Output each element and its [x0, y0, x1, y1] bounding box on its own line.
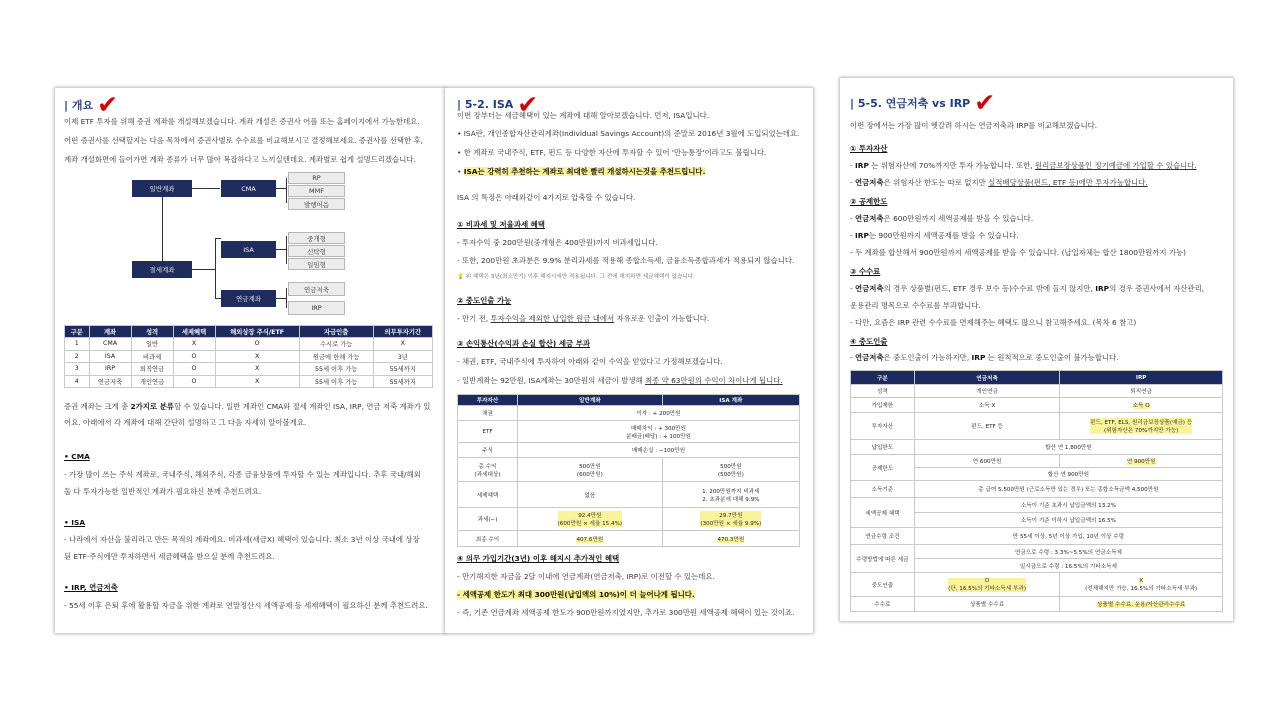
table-cell: 연 600만원: [914, 455, 1060, 468]
table-cell: 세액공제 혜택: [851, 498, 915, 528]
checkmark-icon: ✔: [974, 88, 996, 117]
table-cell: 일시금으로 수령 : 16.5%의 기타소득세: [914, 559, 1222, 573]
features-text: ISA 의 특징은 아래와같이 4가지로 압축할 수 있습니다.: [457, 193, 636, 202]
table-cell: X: [215, 350, 299, 363]
table-row: [65, 350, 433, 363]
section-4-heading: ④ 의무 가입기간(3년) 이후 해지시 추가적인 혜택: [457, 554, 620, 563]
table-cell: 55세 이후 가능: [299, 363, 373, 376]
table-header: 구분: [851, 371, 915, 385]
table-header: 계좌: [89, 326, 131, 338]
table-cell: 채권: [458, 406, 518, 421]
table-cell: 중도인출: [851, 573, 915, 597]
irp-desc: - 55세 이후 은퇴 후에 활용할 자금을 위한 계좌로 연말정산시 세액공제 등 세제혜택이 필요하신 분께 추천드려요.: [64, 601, 428, 610]
section-1-line-b: - 또한, 200만원 초과분은 9.9% 분리과세를 적용해 종합소득세, 금융소득종합과세가 적용되지 않습니다.: [457, 256, 795, 265]
document-page-overview: [55, 88, 445, 633]
table-header: 해외상장 주식/ETF: [215, 326, 299, 338]
table-cell: O: [173, 350, 215, 363]
bullet-3: • ISA는 강력히 추천하는 계좌로 최대한 빨리 개설하시는것을 추천드립니다.: [457, 167, 706, 176]
table-cell: X (전체해지만 가능, 16.5%의 기타소득세 부과): [1060, 573, 1223, 597]
table-cell: 퇴직연금: [1060, 385, 1223, 398]
table-header: 연금저축: [914, 371, 1060, 385]
section-1-heading: ① 비과세 및 저율과세 혜택: [457, 220, 545, 229]
table-row: [458, 482, 800, 508]
table-cell: 총 급여 5,500만원 (근로소득만 있는 경우) 또는 종합소득금액 4,500만원: [914, 481, 1222, 498]
intro-text: 이번 장에서는 가장 많이 헷갈려 하시는 연금저축과 IRP를 비교해보겠습니다.: [850, 121, 1098, 130]
section-2-heading: ② 공제한도: [850, 197, 888, 206]
isa-desc-2: 된 ETF·주식에만 투자하면서 세금혜택을 받으실 분께 추천드려요.: [64, 552, 275, 561]
pension-savings-box: 연금저축: [288, 282, 345, 296]
table-cell: 3년: [373, 350, 432, 363]
table-cell: X: [215, 363, 299, 376]
table-cell: 500만원 (500만원): [662, 458, 799, 482]
table-cell: 1: [65, 338, 90, 351]
section-3-line-a2: 운용관리 명목으로 수수료를 부과합니다.: [850, 301, 981, 310]
section-3-line-b: - 일반계좌는 92만원, ISA계좌는 30만원의 세금이 발생해 최종 약 63만원의 수익이 차이나게 됩니다.: [457, 376, 783, 385]
table-header: 세제혜택: [173, 326, 215, 338]
section-title: | 5-2. ISA ✔: [457, 90, 539, 119]
intro-line-2: 어떤 증권사를 선택할지는 다음 목차에서 증권사별로 수수료를 비교해보시고 결정해보세요. 증권사를 선택한 후,: [64, 136, 423, 145]
table-cell: 납입한도: [851, 440, 915, 455]
table-cell: 55세까지: [373, 375, 432, 388]
cma-box: CMA: [221, 180, 276, 197]
table-cell: 공제한도: [851, 455, 915, 481]
document-page-isa: [445, 88, 813, 633]
isa-tax-table: [457, 394, 800, 547]
table-row: [851, 498, 1223, 513]
table-header: 구분: [65, 326, 90, 338]
table-cell: 일반: [131, 338, 173, 351]
issue-note-box: 발행어음: [288, 198, 345, 210]
table-header: 의무투자기간: [373, 326, 432, 338]
table-cell: 만 55세 이상, 5년 이상 가입, 10년 이상 수령: [914, 528, 1222, 545]
bullet-1: • ISA란, 개인종합자산관리계좌(Individual Savings Account)의 준말로 2016년 3월에 도입되었는데요.: [457, 129, 800, 138]
section-3-line-a: - 채권, ETF, 국내주식에 투자하여 아래와 같이 수익을 얻었다고 가정해보겠습니다.: [457, 357, 723, 366]
table-cell: X: [373, 338, 432, 351]
table-cell: 상품별 수수료: [914, 597, 1060, 612]
section-4-line-a: - 만기해지한 자금을 2달 이내에 연금계좌(연금저축, IRP)로 이전할 수 있는데요.: [457, 572, 715, 581]
intro-line-1: 이제 ETF 투자를 위해 증권 계좌를 개설해보겠습니다. 계좌 개설은 증권사 어플 또는 홈페이지에서 가능한데요.: [64, 117, 420, 126]
table-cell: 소득기준: [851, 481, 915, 498]
intro-line-3: 계좌 개설화면에 들어가면 계좌 종류가 너무 많아 복잡하다고 느끼실텐데요. 계좌별로 쉽게 설명드리겠습니다.: [64, 155, 416, 164]
table-header: IRP: [1060, 371, 1223, 385]
table-cell: 세제혜택: [458, 482, 518, 508]
table-cell: 매매차익 : + 300만원 분배금(배당) : + 100만원: [518, 421, 800, 443]
table-row: [851, 528, 1223, 545]
table-row: [65, 375, 433, 388]
table-row: [851, 573, 1223, 597]
pension-box: 연금계좌: [221, 290, 276, 307]
section-4-line-b: - 세액공제 한도가 최대 300만원(납입액의 10%)이 더 늘어나게 됩니다.: [457, 590, 695, 599]
table-row: [458, 531, 800, 547]
table-cell: 가입제한: [851, 398, 915, 413]
table-row: [851, 385, 1223, 398]
section-2-line: - 만기 전, 투자수익을 제외한 납입한 원금 내에서 자유로운 인출이 가능합니다.: [457, 314, 710, 323]
table-cell: 92.4만원 (600만원 × 세율 15.4%): [518, 508, 663, 531]
table-cell: IRP: [89, 363, 131, 376]
table-cell: ISA: [89, 350, 131, 363]
table-cell: O: [215, 338, 299, 351]
checkmark-icon: ✔: [97, 90, 119, 119]
table-cell: 500만원 (600만원): [518, 458, 663, 482]
table-cell: 상품별 수수료, 운용/자산관리수수료: [1060, 597, 1223, 612]
isa-box: ISA: [221, 241, 276, 258]
account-comparison-table: [64, 325, 433, 388]
intro-text: 이번 장부터는 세금혜택이 있는 계좌에 대해 알아보겠습니다. 먼저, ISA입니다.: [457, 111, 710, 120]
table-cell: 주식: [458, 443, 518, 458]
table-cell: 55세까지: [373, 363, 432, 376]
table-row: [458, 421, 800, 443]
section-1-line-a: - IRP 는 위험자산에 70%까지만 투자 가능합니다. 또한, 원리금보장상품인 정기예금에 가입할 수 있습니다.: [850, 161, 1197, 170]
irp-heading: • IRP, 연금저축: [64, 583, 118, 592]
summary-line-1: 증권 계좌는 크게 총 2가지로 분류할 수 있습니다. 일반 계좌인 CMA와 절세 계좌인 ISA, IRP, 연금 저축 계좌가 있: [64, 402, 431, 411]
section-4-heading: ④ 중도인출: [850, 337, 888, 346]
broker-type-box: 중개형: [288, 232, 345, 244]
cma-desc-2: 둘 다 투자가능한 일반적인 계좌가 필요하신 분께 추천드려요.: [64, 487, 262, 496]
table-cell: 2: [65, 350, 90, 363]
table-cell: X: [215, 375, 299, 388]
section-4-line: - 연금저축은 중도인출이 가능하지만, IRP 는 원칙적으로 중도인출이 불가능합니다.: [850, 353, 1119, 362]
table-cell: 수령방법에 따른 세금: [851, 545, 915, 573]
table-cell: CMA: [89, 338, 131, 351]
table-cell: 없음: [518, 482, 663, 508]
cma-heading: • CMA: [64, 452, 90, 461]
table-cell: 수시로 가능: [299, 338, 373, 351]
table-cell: 소득이 기준 이하시 납입금액의 16.5%: [914, 513, 1222, 528]
table-cell: 소득 O: [1060, 398, 1223, 413]
table-cell: 소득이 기준 초과시 납입금액의 13.2%: [914, 498, 1222, 513]
table-cell: 1. 200만원까지 비과세 2. 초과분에 대해 9.9%: [662, 482, 799, 508]
table-cell: 펀드, ETF, ELS, 원리금보장상품(예금) 등 (위험자산은 70%까지만 가능): [1060, 413, 1223, 440]
table-cell: 개인연금: [131, 375, 173, 388]
table-cell: O: [173, 375, 215, 388]
trust-type-box: 신탁형: [288, 245, 345, 257]
table-cell: 연금수령 조건: [851, 528, 915, 545]
table-cell: 매매손실 : −100만원: [518, 443, 800, 458]
table-row: [851, 597, 1223, 612]
table-cell: 성격: [851, 385, 915, 398]
table-cell: 총 수익 (과세대상): [458, 458, 518, 482]
table-cell: 연 900만원: [1060, 455, 1223, 468]
table-cell: 이자 : + 200만원: [518, 406, 800, 421]
table-cell: O: [173, 363, 215, 376]
table-cell: 3: [65, 363, 90, 376]
table-cell: 과세(−): [458, 508, 518, 531]
table-row: [458, 458, 800, 482]
general-account-box: 일반계좌: [132, 180, 192, 197]
table-cell: 470.3만원: [662, 531, 799, 547]
table-cell: 투자자산: [851, 413, 915, 440]
section-3-line-a: - 연금저축의 경우 상품별(펀드, ETF 경우 보수 등)수수료 밖에 들지 않지만, IRP의 경우 증권사에서 자산관리,: [850, 284, 1205, 293]
table-cell: 29.7만원 (300만원 × 세율 9.9%): [662, 508, 799, 531]
section-1-heading: ① 투자자산: [850, 144, 888, 153]
table-cell: 연금으로 수령 : 3.3%~5.5%의 연금소득세: [914, 545, 1222, 559]
tax-account-box: 절세계좌: [132, 261, 192, 278]
bullet-2: • 한 계좌로 국내주식, ETF, 펀드 등 다양한 자산에 투자할 수 있어 '만능통장'이라고도 불립니다.: [457, 148, 767, 157]
isa-desc-1: - 나라에서 자산을 불리라고 만든 목적의 계좌에요. 비과세(세금X) 혜택이 있습니다. 최소 3년 이상 국내에 상장: [64, 535, 420, 544]
table-cell: 소득 X: [914, 398, 1060, 413]
section-3-heading: ③ 수수료: [850, 267, 881, 276]
table-cell: 합산 연 1,800만원: [914, 440, 1222, 455]
table-row: [65, 338, 433, 351]
table-header: ISA 계좌: [662, 395, 799, 406]
table-cell: 최종 수익: [458, 531, 518, 547]
table-header: 성격: [131, 326, 173, 338]
table-cell: 수수료: [851, 597, 915, 612]
section-4-line-c: - 즉, 기존 연금계좌 세액공제 한도가 900만원까지였지만, 추가로 300만원 세액공제 혜택이 있는 것이죠.: [457, 608, 795, 617]
table-row: [851, 545, 1223, 559]
document-page-pension-vs-irp: [840, 78, 1233, 621]
mmf-box: MMF: [288, 185, 345, 197]
table-cell: ETF: [458, 421, 518, 443]
table-header: 자금인출: [299, 326, 373, 338]
pension-irp-table: [850, 370, 1223, 612]
table-header: 투자자산: [458, 395, 518, 406]
table-cell: 407.6만원: [518, 531, 663, 547]
table-cell: 펀드, ETF 등: [914, 413, 1060, 440]
section-1-line-b: - 연금저축은 위험자산 한도는 따로 없지만 실적배당상품(펀드, ETF 등)에만 투자가능합니다.: [850, 178, 1148, 187]
table-row: [851, 481, 1223, 498]
table-row: [851, 398, 1223, 413]
table-header: 일반계좌: [518, 395, 663, 406]
summary-line-2: 어요. 아래에서 각 계좌에 대해 간단히 설명하고 그 다음 자세히 알아볼게요.: [64, 418, 307, 427]
checkmark-icon: ✔: [517, 90, 539, 119]
table-cell: O (단, 16.5%의 기타소득세 부과): [914, 573, 1060, 597]
table-row: [458, 406, 800, 421]
table-row: [851, 455, 1223, 468]
table-cell: X: [173, 338, 215, 351]
section-title: | 5-5. 연금저축 vs IRP ✔: [850, 88, 996, 117]
section-2-heading: ② 중도인출 가능: [457, 296, 512, 305]
table-cell: 4: [65, 375, 90, 388]
table-cell: 합산 연 900만원: [914, 468, 1222, 481]
section-1-line-a: - 투자수익 중 200만원(중개형은 400만원)까지 비과세입니다.: [457, 238, 658, 247]
section-1-note: 💡 위 혜택은 3년(최소만기) 이후 해지시에만 적용됩니다. 그 전에 해지하면 세금혜택이 없습니다.: [457, 274, 695, 280]
table-row: [851, 440, 1223, 455]
isa-heading: • ISA: [64, 518, 86, 527]
table-cell: 비과세: [131, 350, 173, 363]
cma-desc-1: - 가장 많이 쓰는 주식 계좌로, 국내주식, 해외주식, 각종 금융상품에 투자할 수 있는 계좌입니다. 추후 국내/해외: [64, 470, 421, 479]
table-cell: 퇴직연금: [131, 363, 173, 376]
section-3-heading: ③ 손익통산(수익과 손실 합산) 세금 부과: [457, 339, 590, 348]
table-cell: 연금저축: [89, 375, 131, 388]
table-row: [851, 413, 1223, 440]
irp-box: IRP: [288, 301, 345, 315]
table-row: [458, 443, 800, 458]
table-cell: 원금에 한해 가능: [299, 350, 373, 363]
section-title: | 개요 ✔: [64, 90, 119, 119]
section-3-line-b: - 다만, 요즘은 IRP 관련 수수료를 면제해주는 혜택도 많으니 참고해주세요. (목차 6 참고): [850, 318, 1137, 327]
section-2-line-b: - IRP는 900만원까지 세액공제를 받을 수 있습니다.: [850, 231, 1019, 240]
discretionary-type-box: 일임형: [288, 258, 345, 270]
table-row: [458, 508, 800, 531]
table-cell: 55세 이후 가능: [299, 375, 373, 388]
section-2-line-a: - 연금저축은 600만원까지 세액공제를 받을 수 있습니다.: [850, 214, 1034, 223]
rp-box: RP: [288, 172, 345, 184]
table-cell: 개인연금: [914, 385, 1060, 398]
section-2-line-c: - 두 계좌를 합산해서 900만원까지 세액공제를 받을 수 있습니다. (납입자체는 합산 1800만원까지 가능): [850, 248, 1187, 257]
table-row: [65, 363, 433, 376]
